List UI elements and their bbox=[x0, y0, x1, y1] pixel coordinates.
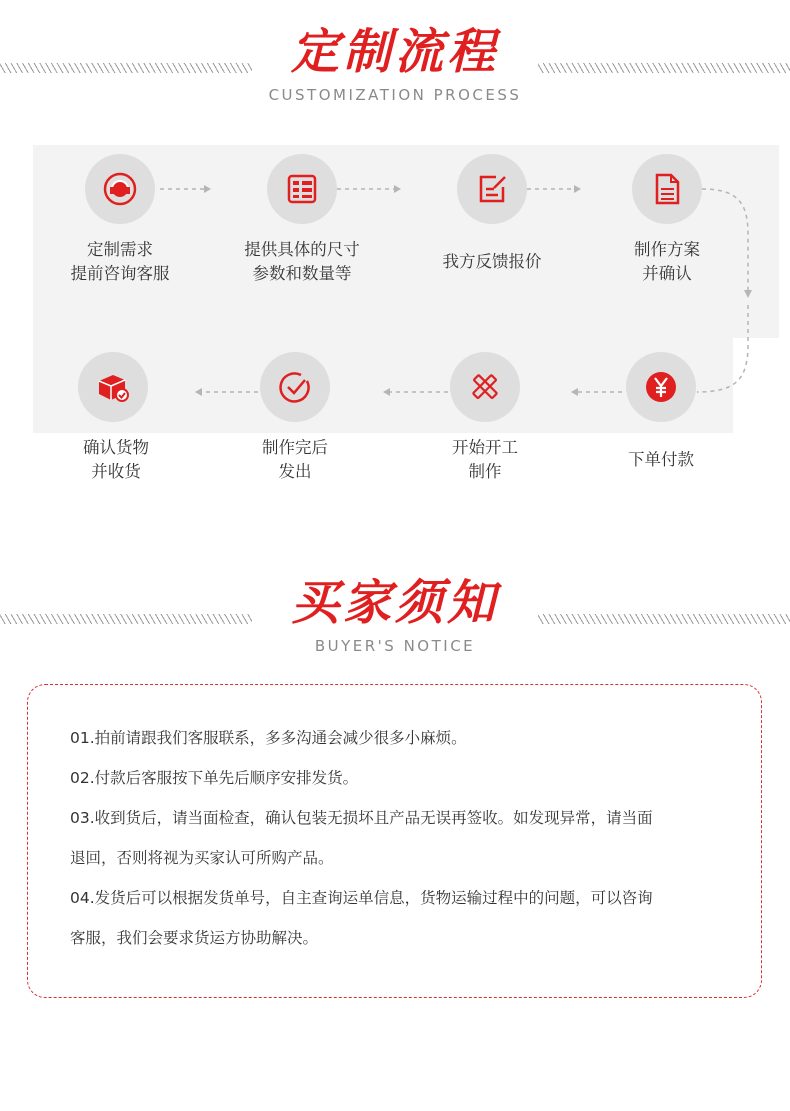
notice-title: 买家须知 bbox=[290, 575, 499, 631]
step-payment-circle bbox=[626, 352, 696, 422]
step-shipping-circle bbox=[260, 352, 330, 422]
notice-line: 03.收到货后，请当面检查，确认包装无损坏且产品无误再签收。如发现异常，请当面 bbox=[70, 809, 653, 827]
step-production-label: 开始开工 制作 bbox=[452, 438, 518, 481]
notice-line: 01.拍前请跟我们客服联系，多多沟通会减少很多小麻烦。 bbox=[70, 729, 467, 747]
process-subtitle: CUSTOMIZATION PROCESS bbox=[268, 86, 522, 104]
step-receive-circle bbox=[78, 352, 148, 422]
step-receive-label: 确认货物 并收货 bbox=[83, 438, 149, 481]
headset-icon bbox=[100, 169, 140, 209]
notice-line: 退回，否则将视为买家认可所购产品。 bbox=[70, 849, 334, 867]
notice-line: 04.发货后可以根据发货单号，自主查询运单信息，货物运输过程中的问题，可以咨询 bbox=[70, 889, 653, 907]
step-customize-circle bbox=[85, 154, 155, 224]
notice-line: 02.付款后客服按下单先后顺序安排发货。 bbox=[70, 769, 359, 787]
step-specs-circle bbox=[267, 154, 337, 224]
step-plan-circle bbox=[632, 154, 702, 224]
file-icon bbox=[647, 169, 687, 209]
tools-icon bbox=[465, 367, 505, 407]
step-plan-label: 制作方案 并确认 bbox=[634, 240, 700, 283]
step-quote-label: 我方反馈报价 bbox=[442, 252, 542, 271]
notice-subtitle: BUYER'S NOTICE bbox=[314, 637, 476, 655]
step-specs-label: 提供具体的尺寸 参数和数量等 bbox=[244, 240, 360, 283]
notice-line: 客服，我们会要求货运方协助解决。 bbox=[70, 929, 319, 947]
package-check-icon bbox=[93, 367, 133, 407]
step-customize-label: 定制需求 提前咨询客服 bbox=[70, 240, 170, 283]
step-quote-circle bbox=[457, 154, 527, 224]
yen-icon bbox=[641, 367, 681, 407]
step-production-circle bbox=[450, 352, 520, 422]
step-payment-label: 下单付款 bbox=[628, 450, 694, 469]
step-shipping-label: 制作完后 发出 bbox=[262, 438, 328, 481]
check-circle-icon bbox=[275, 367, 315, 407]
process-title: 定制流程 bbox=[290, 24, 499, 80]
document-list-icon bbox=[282, 169, 322, 209]
edit-pen-icon bbox=[472, 169, 512, 209]
